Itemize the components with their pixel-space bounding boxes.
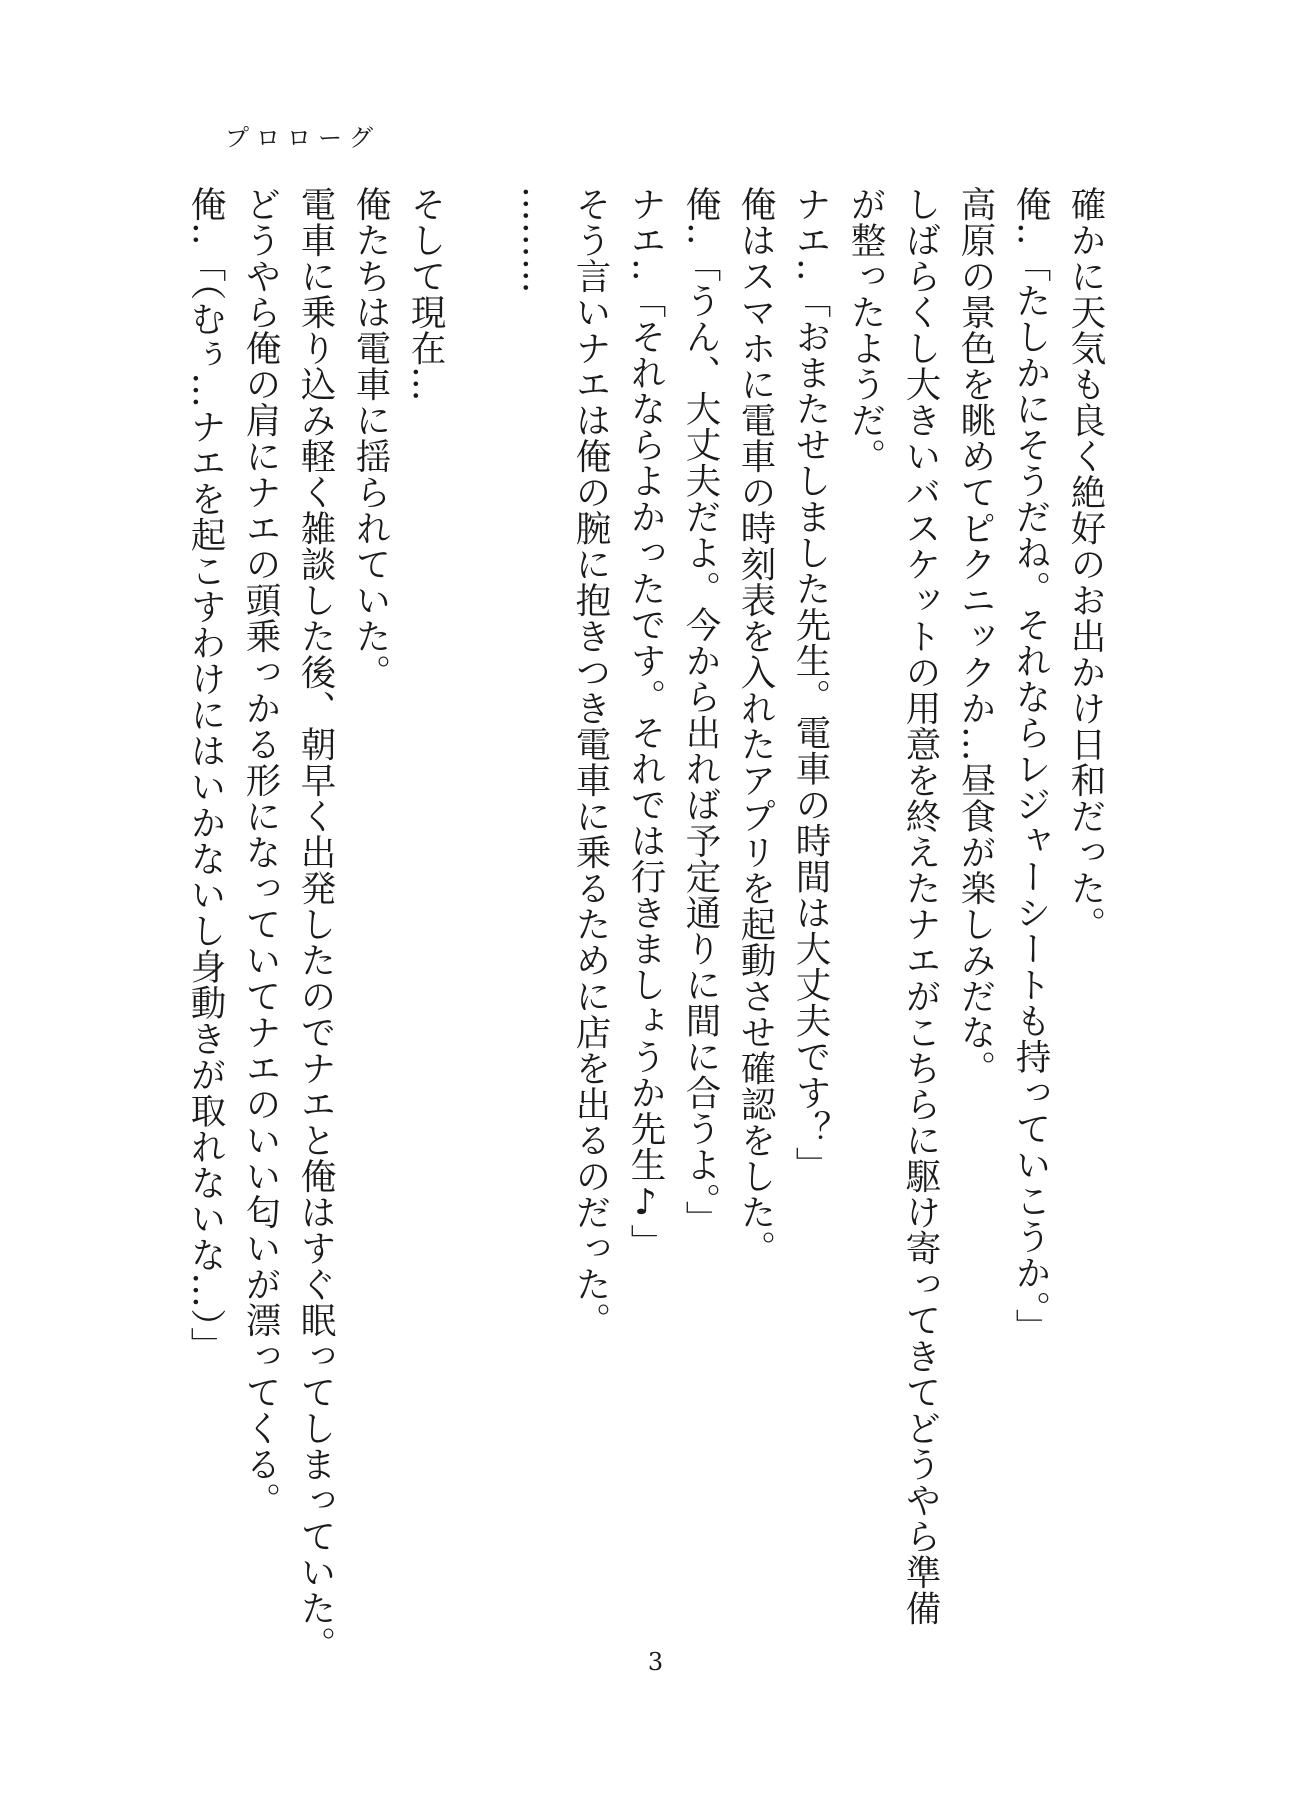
- text-line: 俺‥「たしかにそうだね。それならレジャーシートも持っていこうか。」: [1010, 186, 1051, 1345]
- scene-break-ellipsis: ………: [515, 186, 556, 294]
- text-line: ナエ‥「おまたせしました先生。電車の時間は大丈夫です？」: [790, 186, 831, 1183]
- text-line: 電車に乗り込み軽く雑談した後、朝早く出発したのでナエと俺はすぐ眠ってしまっていた。: [295, 186, 336, 1662]
- text-line: 確かに天気も良く絶好のお出かけ日和だった。: [1065, 186, 1106, 942]
- text-line: そう言いナエは俺の腕に抱きつき電車に乗るために店を出るのだった。: [570, 186, 611, 1338]
- text-line: 俺‥「（むぅ…ナエを起こすわけにはいかないし身動きが取れないな…）」: [185, 186, 226, 1363]
- text-line: 俺はスマホに電車の時刻表を入れたアプリを起動させ確認をした。: [735, 186, 776, 1266]
- text-line: 俺‥「うん、大丈夫だよ。今から出れば予定通りに間に合うよ。」: [680, 186, 721, 1237]
- text-line: 高原の景色を眺めてピクニックか…昼食が楽しみだな。: [955, 186, 996, 1086]
- text-line: が整ったようだ。: [845, 186, 886, 474]
- text-line: そして現在…: [405, 186, 446, 402]
- text-line: しばらくし大きいバスケットの用意を終えたナエがこちらに駆け寄ってきてどうやら準備: [900, 186, 941, 1626]
- text-line: ナエ‥「それならよかったです。それでは行きましょうか先生♪」: [625, 186, 666, 1260]
- body-text: [178, 186, 1113, 1662]
- page-number: 3: [647, 1648, 664, 1676]
- text-line: どうやら俺の肩にナエの頭乗っかる形になっていてナエのいい匂いが漂ってくる。: [240, 186, 281, 1518]
- chapter-title: プロローグ: [225, 124, 380, 152]
- blank-line: [453, 186, 508, 1606]
- text-line: 俺たちは電車に揺られていた。: [350, 186, 391, 690]
